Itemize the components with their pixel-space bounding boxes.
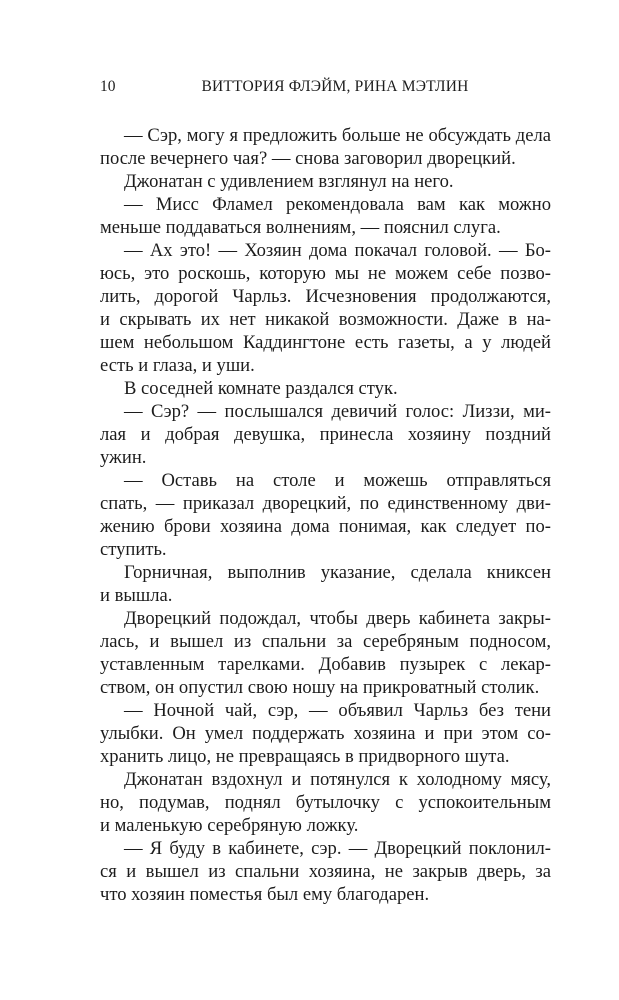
text-line: юсь, это роскошь, которую мы не можем себе позво- [100,263,551,284]
text-line: есть и глаза, и уши. [100,355,255,376]
text-line: лая и добрая девушка, принесла хозяину поздний [100,424,551,445]
text-line: Дворецкий подождал, чтобы дверь кабинета закры- [124,608,551,629]
body-text [100,124,551,906]
text-line: хранить лицо, не превращаясь в придворного шута. [100,746,510,767]
text-line: но, подумав, поднял бутылочку с успокоительным [100,792,551,813]
running-title: ВИТТОРИЯ ФЛЭЙМ, РИНА МЭТЛИН [201,78,469,95]
text-line: В соседней комнате раздался стук. [124,378,398,399]
text-line: Джонатан вздохнул и потянулся к холодному мясу, [124,769,551,790]
paragraph [100,768,551,837]
text-line: ством, он опустил свою ношу на прикроватный столик. [100,677,540,698]
paragraph [100,124,551,170]
paragraph [100,607,551,699]
text-line: и скрывать их нет никакой возможности. Даже в на- [100,309,551,330]
text-line: после вечернего чая? — снова заговорил дворецкий. [100,148,516,169]
text-line: ужин. [100,447,147,468]
text-line: Джонатан с удивлением взглянул на него. [124,171,454,192]
text-line: меньше поддаваться волнениям, — пояснил слуга. [100,217,501,238]
paragraph [100,239,551,377]
text-line: ступить. [100,539,167,560]
text-line: и маленькую серебряную ложку. [100,815,359,836]
running-header [100,78,552,100]
text-line: что хозяин поместья был ему благодарен. [100,884,430,905]
text-line: жению брови хозяина дома понимая, как следует по- [100,516,551,537]
text-line: — Оставь на столе и можешь отправляться [124,470,551,491]
text-line: шем небольшом Каддингтоне есть газеты, а у людей [100,332,551,353]
text-line: спать, — приказал дворецкий, по единственному дви- [100,493,551,514]
text-line: — Ах это! — Хозяин дома покачал головой. — Бо- [124,240,551,261]
paragraph [100,400,551,469]
text-line: лась, и вышел из спальни за серебряным подносом, [100,631,551,652]
text-line: лить, дорогой Чарльз. Исчезновения продолжаются, [100,286,551,307]
paragraph [100,193,551,239]
text-line: Горничная, выполнив указание, сделала книксен [124,562,551,583]
text-line: — Я буду в кабинете, сэр. — Дворецкий поклонил- [124,838,551,859]
paragraph [100,837,551,906]
text-line: — Мисс Фламел рекомендовала вам как можно [124,194,551,215]
paragraph [100,377,551,400]
text-line: — Ночной чай, сэр, — объявил Чарльз без тени [124,700,551,721]
paragraph [100,469,551,561]
text-line: уставленным тарелками. Добавив пузырек с лекар- [100,654,551,675]
text-line: и вышла. [100,585,173,606]
paragraph [100,699,551,768]
text-line: — Сэр, могу я предложить больше не обсуждать дела [124,125,551,146]
text-line: улыбки. Он умел поддержать хозяина и при этом со- [100,723,551,744]
paragraph [100,170,551,193]
page-number: 10 [100,78,116,95]
text-line: ся и вышел из спальни хозяина, не закрыв дверь, за [100,861,551,882]
paragraph [100,561,551,607]
text-line: — Сэр? — послышался девичий голос: Лиззи, ми- [124,401,551,422]
